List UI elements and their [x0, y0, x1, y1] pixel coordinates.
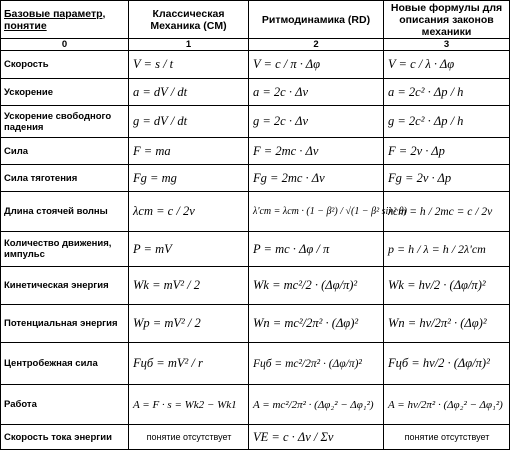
row-label: Длина стоячей волны [1, 192, 129, 232]
row-label: Сила тяготения [1, 165, 129, 192]
column-index: 3 [384, 39, 510, 51]
header-new-formulas: Новые формулы для описания законов механики [384, 1, 510, 39]
table-row [1, 305, 510, 343]
formula-new: A = hν/2π² · (Δφ₂² − Δφ₁²) [384, 385, 510, 425]
formula-rd: g = 2c · Δν [249, 106, 384, 138]
row-label: Кинетическая энергия [1, 267, 129, 305]
formula-rd: F = 2mc · Δν [249, 138, 384, 165]
header-row [1, 1, 510, 39]
row-label: Скорость тока энергии [1, 425, 129, 450]
formula-cm-note: понятие отсутствует [129, 425, 249, 450]
table-row [1, 106, 510, 138]
formula-new: Fg = 2ν · Δp [384, 165, 510, 192]
column-index-row [1, 39, 510, 51]
formula-new: a = 2c² · Δp / h [384, 79, 510, 106]
formula-rd: Fцб = mc²/2π² · (Δφ/π)² [249, 343, 384, 385]
row-label: Сила [1, 138, 129, 165]
table-row [1, 232, 510, 267]
table-row [1, 51, 510, 79]
formula-cm: Fцб = mV² / r [129, 343, 249, 385]
formula-new: p = h / λ = h / 2λ'ст [384, 232, 510, 267]
formula-rd: V = c / π · Δφ [249, 51, 384, 79]
table-row [1, 192, 510, 232]
column-index: 2 [249, 39, 384, 51]
formula-cm: a = dV / dt [129, 79, 249, 106]
row-label: Ускорение [1, 79, 129, 106]
row-label: Скорость [1, 51, 129, 79]
table-row [1, 425, 510, 450]
column-index: 1 [129, 39, 249, 51]
table-row [1, 138, 510, 165]
formula-cm: λст = c / 2ν [129, 192, 249, 232]
table-row [1, 165, 510, 192]
column-index: 0 [1, 39, 129, 51]
row-label: Центробежная сила [1, 343, 129, 385]
formula-new: Wk = hν/2 · (Δφ/π)² [384, 267, 510, 305]
header-rhythmodynamics: Ритмодинамика (RD) [249, 1, 384, 39]
table-row [1, 385, 510, 425]
formula-cm: P = mV [129, 232, 249, 267]
table-row [1, 79, 510, 106]
formula-rd: Wn = mc²/2π² · (Δφ)² [249, 305, 384, 343]
formula-new: λст = h / 2mc = c / 2ν [384, 192, 510, 232]
formula-new: V = c / λ · Δφ [384, 51, 510, 79]
formula-cm: F = ma [129, 138, 249, 165]
row-label: Количество движения, импульс [1, 232, 129, 267]
formula-rd: λ'ст = λст · (1 − β²) / √(1 − β² sin² θ) [249, 192, 384, 232]
formula-rd: a = 2c · Δν [249, 79, 384, 106]
formula-rd: P = mc · Δφ / π [249, 232, 384, 267]
header-classical-mechanics: Классическая Механика (CM) [129, 1, 249, 39]
formula-new-note: понятие отсутствует [384, 425, 510, 450]
formula-rd: Wk = mc²/2 · (Δφ/π)² [249, 267, 384, 305]
formula-new: Wn = hν/2π² · (Δφ)² [384, 305, 510, 343]
formula-new: Fцб = hν/2 · (Δφ/π)² [384, 343, 510, 385]
formula-cm: Wk = mV² / 2 [129, 267, 249, 305]
formula-cm: Wp = mV² / 2 [129, 305, 249, 343]
header-base-parameter: Базовые параметр, понятие [1, 1, 129, 39]
row-label: Ускорение свободного падения [1, 106, 129, 138]
formula-rd: Fg = 2mc · Δν [249, 165, 384, 192]
table-row [1, 267, 510, 305]
row-label: Работа [1, 385, 129, 425]
formula-rd: VE = c · Δν / Σν [249, 425, 384, 450]
table-row [1, 343, 510, 385]
formula-cm: A = F · s = Wk2 − Wk1 [129, 385, 249, 425]
formula-cm: Fg = mg [129, 165, 249, 192]
formula-rd: A = mc²/2π² · (Δφ₂² − Δφ₁²) [249, 385, 384, 425]
formula-cm: g = dV / dt [129, 106, 249, 138]
formula-new: g = 2c² · Δp / h [384, 106, 510, 138]
formula-new: F = 2ν · Δp [384, 138, 510, 165]
row-label: Потенциальная энергия [1, 305, 129, 343]
formula-cm: V = s / t [129, 51, 249, 79]
